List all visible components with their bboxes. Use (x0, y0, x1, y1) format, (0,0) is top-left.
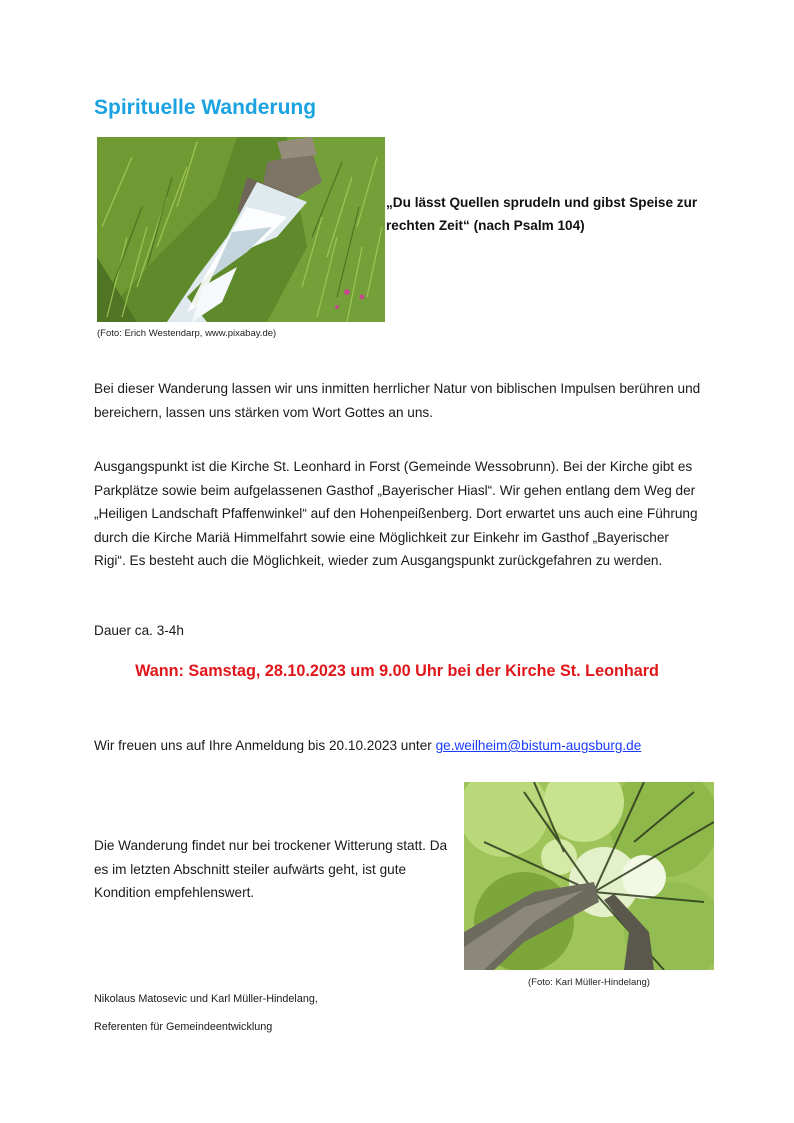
stream-image (97, 137, 385, 322)
intro-paragraph: Bei dieser Wanderung lassen wir uns inmitten herrlicher Natur von biblischen Impulsen berühren und bereichern, lassen uns stärken vom Wort Gottes an uns. (94, 381, 701, 420)
registration-email-link[interactable]: ge.weilheim@bistum-augsburg.de (435, 738, 642, 753)
signature-names: Nikolaus Matosevic und Karl Müller-Hindelang, (94, 993, 318, 1005)
page-title: Spirituelle Wanderung (94, 96, 317, 119)
photo2-caption: (Foto: Karl Müller-Hindelang) (528, 977, 650, 988)
tree-photo (464, 782, 714, 970)
psalm-quote: „Du lässt Quellen sprudeln und gibst Speise zur rechten Zeit“ (nach Psalm 104) (386, 195, 698, 233)
tree-canopy-image (464, 782, 714, 970)
event-date-time: Wann: Samstag, 28.10.2023 um 9.00 Uhr bei der Kirche St. Leonhard (135, 662, 659, 680)
photo1-caption: (Foto: Erich Westendarp, www.pixabay.de) (97, 328, 277, 339)
duration-text: Dauer ca. 3-4h (94, 623, 184, 638)
signature-role: Referenten für Gemeindeentwicklung (94, 1021, 273, 1033)
registration-text: Wir freuen uns auf Ihre Anmeldung bis 20.10.2023 unter (94, 738, 436, 753)
registration-paragraph (94, 734, 744, 758)
weather-note: Die Wanderung findet nur bei trockener Witterung statt. Da es im letzten Abschnitt steiler aufwärts geht, ist gute Kondition empfehlenswert. (94, 838, 448, 900)
stream-photo (97, 137, 385, 322)
route-paragraph: Ausgangspunkt ist die Kirche St. Leonhard in Forst (Gemeinde Wessobrunn). Bei der Kirche gibt es Parkplätze sowie beim aufgelassenen Gasthof „Bayerischer Hiasl“. Wir gehen entlang dem Weg der „Heiligen Landschaft Pfaffenwinkel“ auf den Hohenpeißenberg. Dort erwartet uns auch eine Führung durch die Kirche Mariä Himmelfahrt sowie eine Möglichkeit zur Einkehr im Gasthof „Bayerischer Rigi“. Es besteht auch die Möglichkeit, wieder zum Ausgangspunkt zurückgefahren zu werden. (94, 459, 698, 568)
